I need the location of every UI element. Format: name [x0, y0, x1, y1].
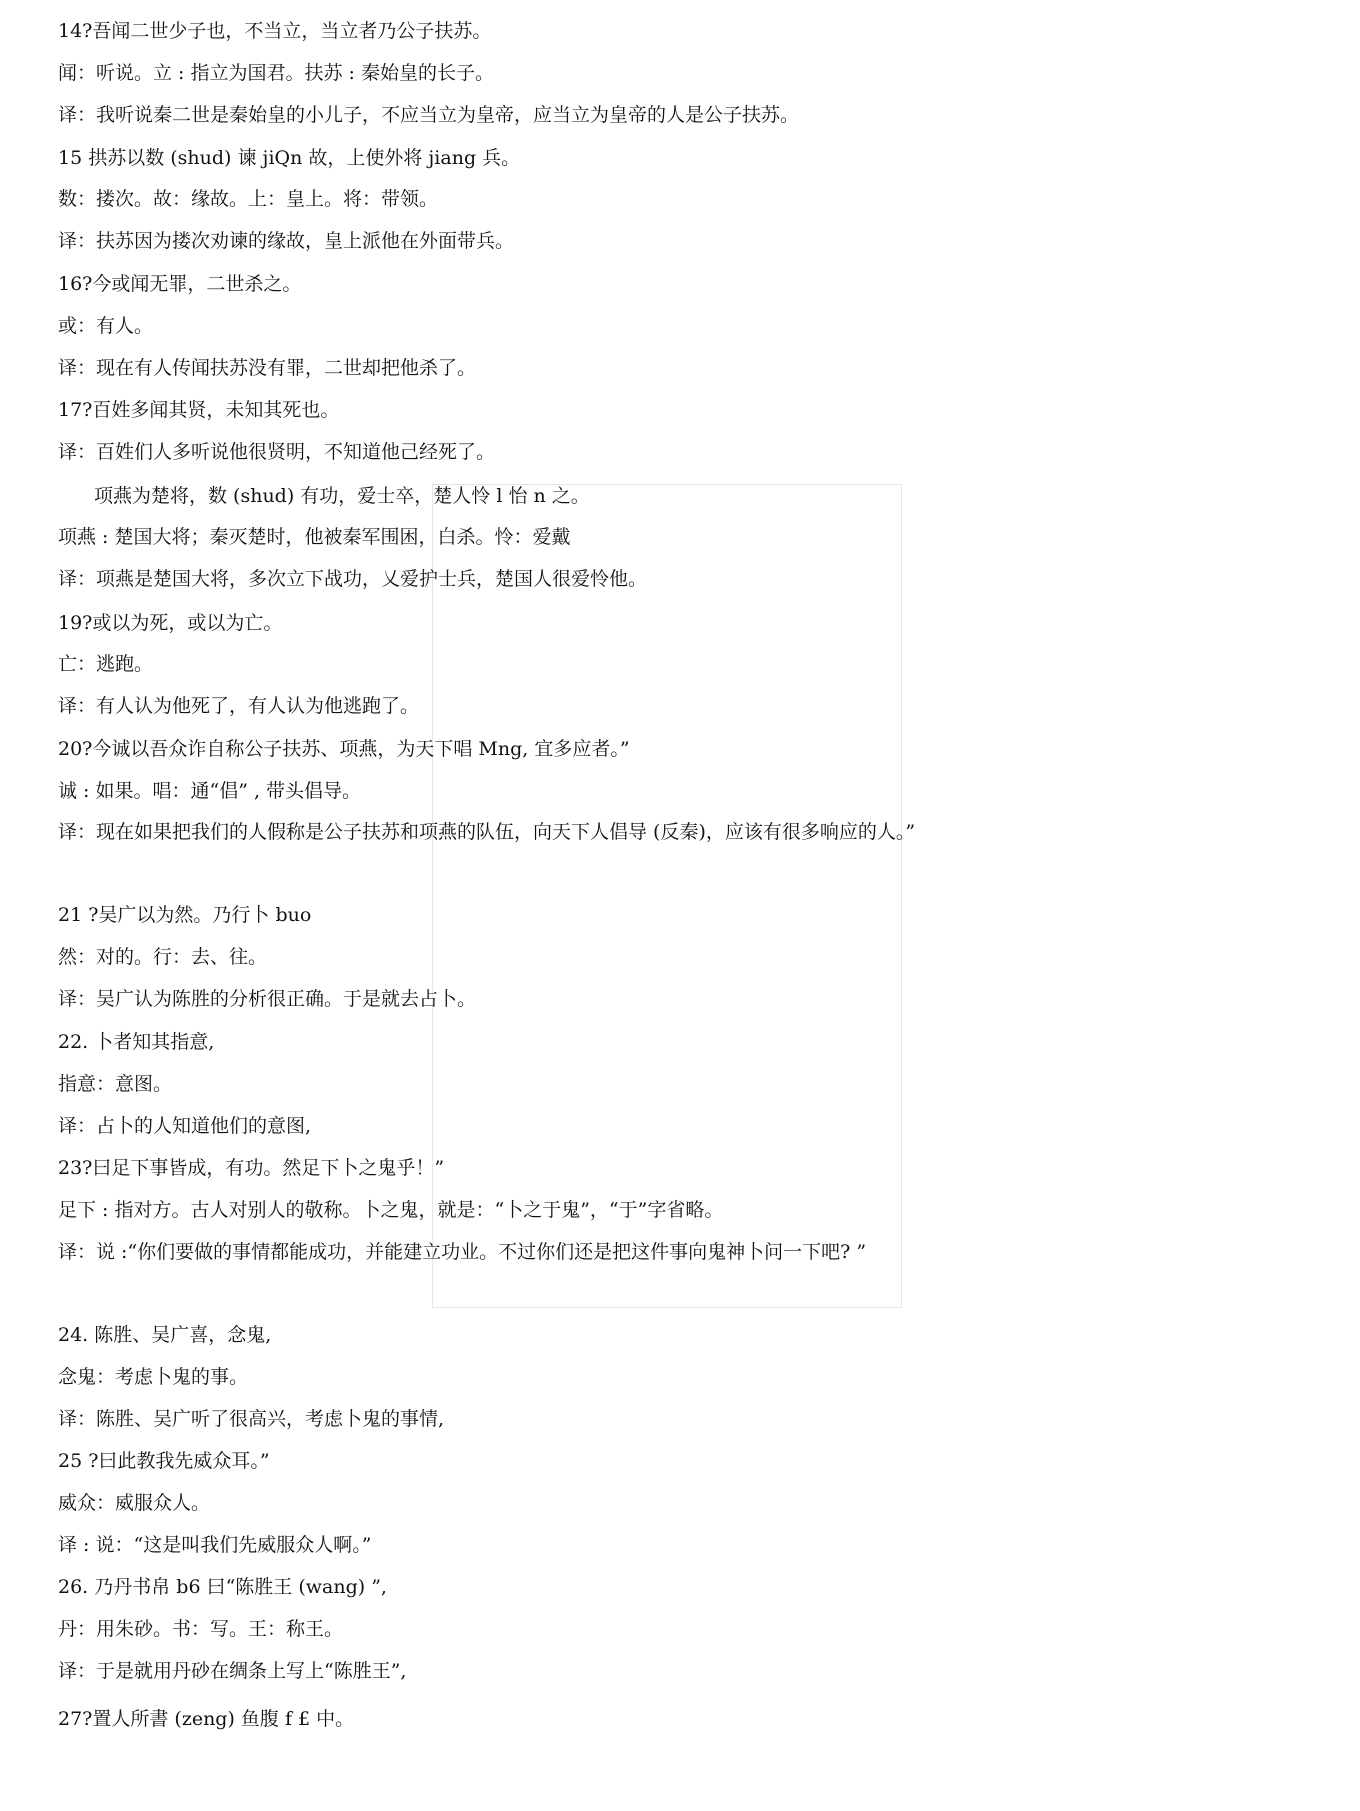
text-line-14: 译：项燕是楚国大将，多次立下战功，乂爱护士兵，楚国人很爱怜他。	[58, 568, 648, 590]
text-line-26: 译：占卜的人知道他们的意图,	[58, 1115, 312, 1137]
text-line-11: 译：百姓们人多听说他很贤明，不知道他己经死了。	[58, 441, 496, 463]
text-line-23: 译：吴广认为陈胜的分析很正确。于是就去占卜。	[58, 988, 477, 1010]
text-line-22: 然：对的。行：去、往。	[58, 946, 268, 968]
text-line-38: 译：于是就用丹砂在绸条上写上“陈胜王”,	[58, 1660, 407, 1682]
text-line-04: 15 拱苏以数 (shud) 谏 jiQn 故，上使外将 jiang 兵。	[58, 147, 521, 169]
text-line-07: 16?今或闻无罪，二世杀之。	[58, 273, 302, 295]
text-line-34: 威众：威服众人。	[58, 1492, 211, 1514]
embedded-frame-border	[432, 484, 902, 1308]
text-line-18: 20?今诚以吾众诈自称公子扶苏、项燕，为天下唱 Mng, 宜多应者。”	[58, 738, 630, 760]
text-line-03: 译：我听说秦二世是秦始皇的小儿子，不应当立为皇帝，应当立为皇帝的人是公子扶苏。	[58, 104, 800, 126]
text-line-25: 指意：意图。	[58, 1073, 173, 1095]
text-line-36: 26. 乃丹书帛 b6 曰“陈胜王 (wang) ”,	[58, 1576, 387, 1598]
text-line-37: 丹：用朱砂。书：写。王：称王。	[58, 1618, 344, 1640]
text-line-02: 闻：听说。立 : 指立为国君。扶苏 : 秦始皇的长子。	[58, 62, 494, 84]
text-line-28: 足下 : 指对方。古人对别人的敬称。卜之鬼，就是：“卜之于鬼”，“于”字省略。	[58, 1199, 724, 1221]
text-line-06: 译：扶苏因为搂次劝谏的缘故，皇上派他在外面带兵。	[58, 230, 515, 252]
text-line-15: 19?或以为死，或以为亡。	[58, 612, 283, 634]
text-line-19: 诚 : 如果。唱：通“倡” , 带头倡导。	[58, 780, 362, 802]
text-line-35: 译 : 说：“这是叫我们先威服众人啊。”	[58, 1534, 372, 1556]
text-line-24: 22. 卜者知其指意,	[58, 1031, 215, 1053]
text-line-13: 项燕 : 楚国大将；秦灭楚时，他被秦军围困，白杀。怜：爱戴	[58, 526, 571, 548]
text-line-09: 译：现在有人传闻扶苏没有罪，二世却把他杀了。	[58, 357, 477, 379]
text-line-10: 17?百姓多闻其贤，未知其死也。	[58, 399, 340, 421]
text-line-12: 项燕为楚将，数 (shud) 有功，爱士卒，楚人怜 l 怡 n 之。	[94, 485, 590, 507]
text-line-30: 24. 陈胜、吴广喜，念鬼,	[58, 1324, 272, 1346]
text-line-32: 译：陈胜、吴广听了很高兴，考虑卜鬼的事情,	[58, 1408, 445, 1430]
text-line-29: 译：说 :“你们要做的事情都能成功，并能建立功业。不过你们还是把这件事向鬼神卜问一下吧? ”	[58, 1241, 867, 1263]
text-line-27: 23?曰足下事皆成，有功。然足下卜之鬼乎！”	[58, 1157, 445, 1179]
text-line-16: 亡：逃跑。	[58, 653, 154, 675]
text-line-01: 14?吾闻二世少子也，不当立，当立者乃公子扶苏。	[58, 20, 492, 42]
text-line-21: 21 ?吴广以为然。乃行卜 buo	[58, 904, 312, 926]
text-line-31: 念鬼：考虑卜鬼的事。	[58, 1366, 249, 1388]
text-line-17: 译：有人认为他死了，有人认为他逃跑了。	[58, 695, 420, 717]
text-line-39: 27?置人所書 (zeng) 鱼腹 f £ 中。	[58, 1708, 355, 1730]
text-line-08: 或：有人。	[58, 315, 154, 337]
text-line-33: 25 ?曰此教我先威众耳。”	[58, 1450, 270, 1472]
text-line-05: 数：搂次。故：缘故。上：皇上。将：带领。	[58, 188, 439, 210]
text-line-20: 译：现在如果把我们的人假称是公子扶苏和项燕的队伍，向天下人倡导 (反秦)，应该有很多响应的人。”	[58, 821, 916, 843]
